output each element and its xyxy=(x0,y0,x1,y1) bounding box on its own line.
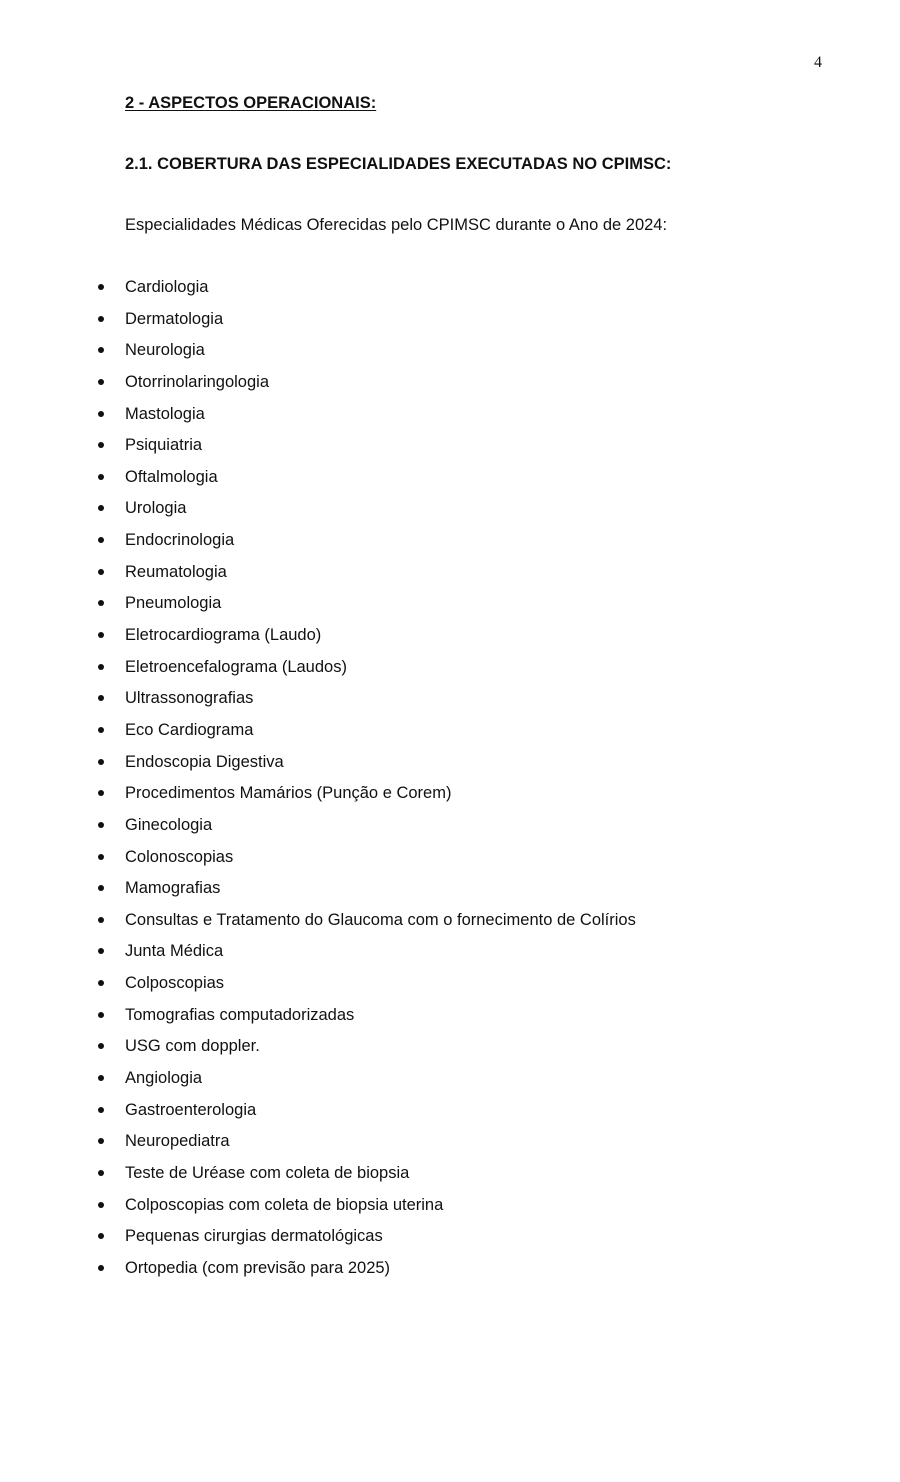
list-item-label: Psiquiatria xyxy=(125,436,203,455)
list-item xyxy=(0,340,900,372)
list-item-label: Cardiologia xyxy=(125,278,209,296)
list-item-label: Otorrinolaringologia xyxy=(125,372,269,391)
bullet-icon xyxy=(98,442,104,448)
list-item xyxy=(0,498,900,530)
list-item-label: Ultrassonografias xyxy=(125,689,254,708)
list-item xyxy=(0,435,900,467)
list-item xyxy=(0,815,900,847)
list-item xyxy=(0,1005,900,1037)
specialty-list xyxy=(0,277,900,1290)
list-item-label: Tomografias computadorizadas xyxy=(125,1005,355,1024)
list-item xyxy=(0,1036,900,1068)
list-item xyxy=(0,309,900,341)
list-item-label: Junta Médica xyxy=(125,942,224,961)
list-item-label: Ortopedia (com previsão para 2025) xyxy=(125,1258,391,1277)
list-item xyxy=(0,783,900,815)
list-item-label: Colposcopias com coleta de biopsia uterina xyxy=(125,1195,444,1214)
list-item xyxy=(0,1258,900,1290)
list-item-label: Pneumologia xyxy=(125,594,222,613)
bullet-icon xyxy=(98,664,104,670)
list-item xyxy=(0,720,900,752)
list-item-label: Procedimentos Mamários (Punção e Corem) xyxy=(125,784,452,803)
list-item xyxy=(0,1195,900,1227)
page-number: 4 xyxy=(814,54,822,71)
list-item-label: Reumatologia xyxy=(125,562,227,581)
bullet-icon xyxy=(98,1043,104,1049)
list-item-label: Ginecologia xyxy=(125,815,213,834)
bullet-icon xyxy=(98,347,104,353)
bullet-icon xyxy=(98,284,104,290)
list-item-label: Eletrocardiograma (Laudo) xyxy=(125,626,322,645)
list-item xyxy=(0,973,900,1005)
list-item-label: Angiologia xyxy=(125,1069,203,1088)
list-item xyxy=(0,530,900,562)
list-item-label: Eco Cardiograma xyxy=(125,720,254,739)
bullet-icon xyxy=(98,505,104,511)
list-item xyxy=(0,752,900,784)
bullet-icon xyxy=(98,600,104,606)
list-item xyxy=(0,847,900,879)
bullet-icon xyxy=(98,885,104,891)
list-item-label: Pequenas cirurgias dermatológicas xyxy=(125,1227,383,1246)
list-item xyxy=(0,372,900,404)
subsection-title: 2.1. COBERTURA DAS ESPECIALIDADES EXECUTADAS NO CPIMSC: xyxy=(125,155,672,173)
bullet-icon xyxy=(98,854,104,860)
bullet-icon xyxy=(98,695,104,701)
list-item-label: Consultas e Tratamento do Glaucoma com o fornecimento de Colírios xyxy=(125,910,636,929)
list-item-label: Urologia xyxy=(125,499,187,518)
bullet-icon xyxy=(98,822,104,828)
list-item xyxy=(0,657,900,689)
list-item-label: Mastologia xyxy=(125,404,205,423)
list-item xyxy=(0,1068,900,1100)
bullet-icon xyxy=(98,632,104,638)
list-item xyxy=(0,1226,900,1258)
list-item xyxy=(0,467,900,499)
list-item xyxy=(0,878,900,910)
bullet-icon xyxy=(98,379,104,385)
list-item xyxy=(0,562,900,594)
bullet-icon xyxy=(98,948,104,954)
intro-text: Especialidades Médicas Oferecidas pelo CPIMSC durante o Ano de 2024: xyxy=(125,216,668,234)
list-item-label: Oftalmologia xyxy=(125,467,218,486)
bullet-icon xyxy=(98,1170,104,1176)
bullet-icon xyxy=(98,790,104,796)
list-item-label: Neuropediatra xyxy=(125,1132,230,1151)
list-item-label: USG com doppler. xyxy=(125,1037,260,1056)
list-item xyxy=(0,1100,900,1132)
bullet-icon xyxy=(98,917,104,923)
list-item xyxy=(0,593,900,625)
list-item xyxy=(0,941,900,973)
list-item-label: Dermatologia xyxy=(125,309,224,328)
bullet-icon xyxy=(98,980,104,986)
bullet-icon xyxy=(98,1265,104,1271)
bullet-icon xyxy=(98,1138,104,1144)
list-item xyxy=(0,1131,900,1163)
list-item xyxy=(0,688,900,720)
list-item-label: Eletroencefalograma (Laudos) xyxy=(125,657,347,676)
list-item-label: Gastroenterologia xyxy=(125,1100,257,1119)
list-item-label: Neurologia xyxy=(125,341,205,360)
bullet-icon xyxy=(98,537,104,543)
bullet-icon xyxy=(98,316,104,322)
list-item xyxy=(0,277,900,309)
list-item-label: Teste de Uréase com coleta de biopsia xyxy=(125,1163,410,1182)
bullet-icon xyxy=(98,411,104,417)
list-item xyxy=(0,1163,900,1195)
bullet-icon xyxy=(98,1107,104,1113)
bullet-icon xyxy=(98,474,104,480)
bullet-icon xyxy=(98,1012,104,1018)
list-item xyxy=(0,910,900,942)
list-item xyxy=(0,625,900,657)
bullet-icon xyxy=(98,1202,104,1208)
list-item-label: Colposcopias xyxy=(125,974,225,993)
bullet-icon xyxy=(98,759,104,765)
list-item-label: Endocrinologia xyxy=(125,531,235,550)
list-item-label: Colonoscopias xyxy=(125,847,234,866)
bullet-icon xyxy=(98,727,104,733)
list-item xyxy=(0,404,900,436)
list-item-label: Endoscopia Digestiva xyxy=(125,752,284,771)
section-title: 2 - ASPECTOS OPERACIONAIS: xyxy=(125,94,377,112)
list-item-label: Mamografias xyxy=(125,879,221,898)
bullet-icon xyxy=(98,1075,104,1081)
bullet-icon xyxy=(98,569,104,575)
bullet-icon xyxy=(98,1233,104,1239)
